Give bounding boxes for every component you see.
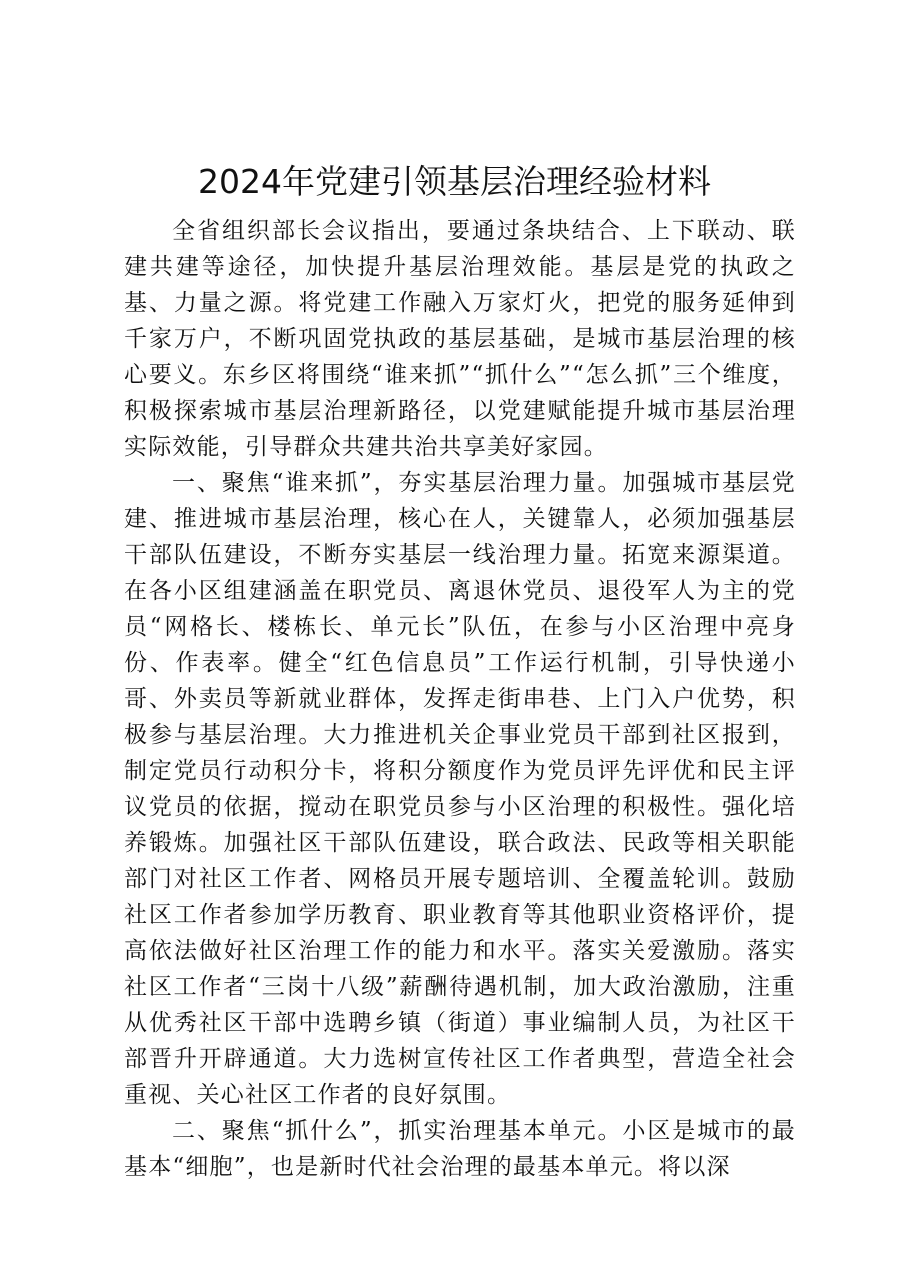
paragraph-section-one: 一、聚焦“谁来抓”，夯实基层治理力量。加强城市基层党建、推进城市基层治理，核心在人，关键靠人，必须加强基层干部队伍建设，不断夯实基层一线治理力量。拓宽来源渠道。在各小区组建涵盖在职党员、离退休党员、退役军人为主的党员“网格长、楼栋长、单元长”队伍，在参与小区治理中亮身份、作表率。健全“红色信息员”工作运行机制，引导快递小哥、外卖员等新就业群体，发挥走街串巷、上门入户优势，积极参与基层治理。大力推进机关企事业党员干部到社区报到，制定党员行动积分卡，将积分额度作为党员评先评优和民主评议党员的依据，搅动在职党员参与小区治理的积极性。强化培养锻炼。加强社区干部队伍建设，联合政法、民政等相关职能部门对社区工作者、网格员开展专题培训、全覆盖轮训。鼓励社区工作者参加学历教育、职业教育等其他职业资格评价，提高依法做好社区治理工作的能力和水平。落实关爱激励。落实社区工作者“三岗十八级”薪酬待遇机制，加大政治激励，注重从优秀社区干部中选聘乡镇（街道）事业编制人员，为社区干部晋升开辟通道。大力选树宣传社区工作者典型，营造全社会重视、关心社区工作者的良好氛围。 bbox=[124, 470, 796, 1108]
document-body bbox=[124, 213, 796, 1185]
paragraph-intro: 全省组织部长会议指出，要通过条块结合、上下联动、联建共建等途径，加快提升基层治理效能。基层是党的执政之基、力量之源。将党建工作融入万家灯火，把党的服务延伸到千家万户，不断巩固党执政的基层基础，是城市基层治理的核心要义。东乡区将围绕“谁来抓”“抓什么”“怎么抓”三个维度，积极探索城市基层治理新路径，以党建赋能提升城市基层治理实际效能，引导群众共建共治共享美好家园。 bbox=[124, 218, 796, 460]
document-title: 2024年党建引领基层治理经验材料 bbox=[198, 162, 711, 201]
paragraph-section-two: 二、聚焦“抓什么”，抓实治理基本单元。小区是城市的最基本“细胞”，也是新时代社会治理的最基本单元。将以深 bbox=[124, 1118, 796, 1180]
